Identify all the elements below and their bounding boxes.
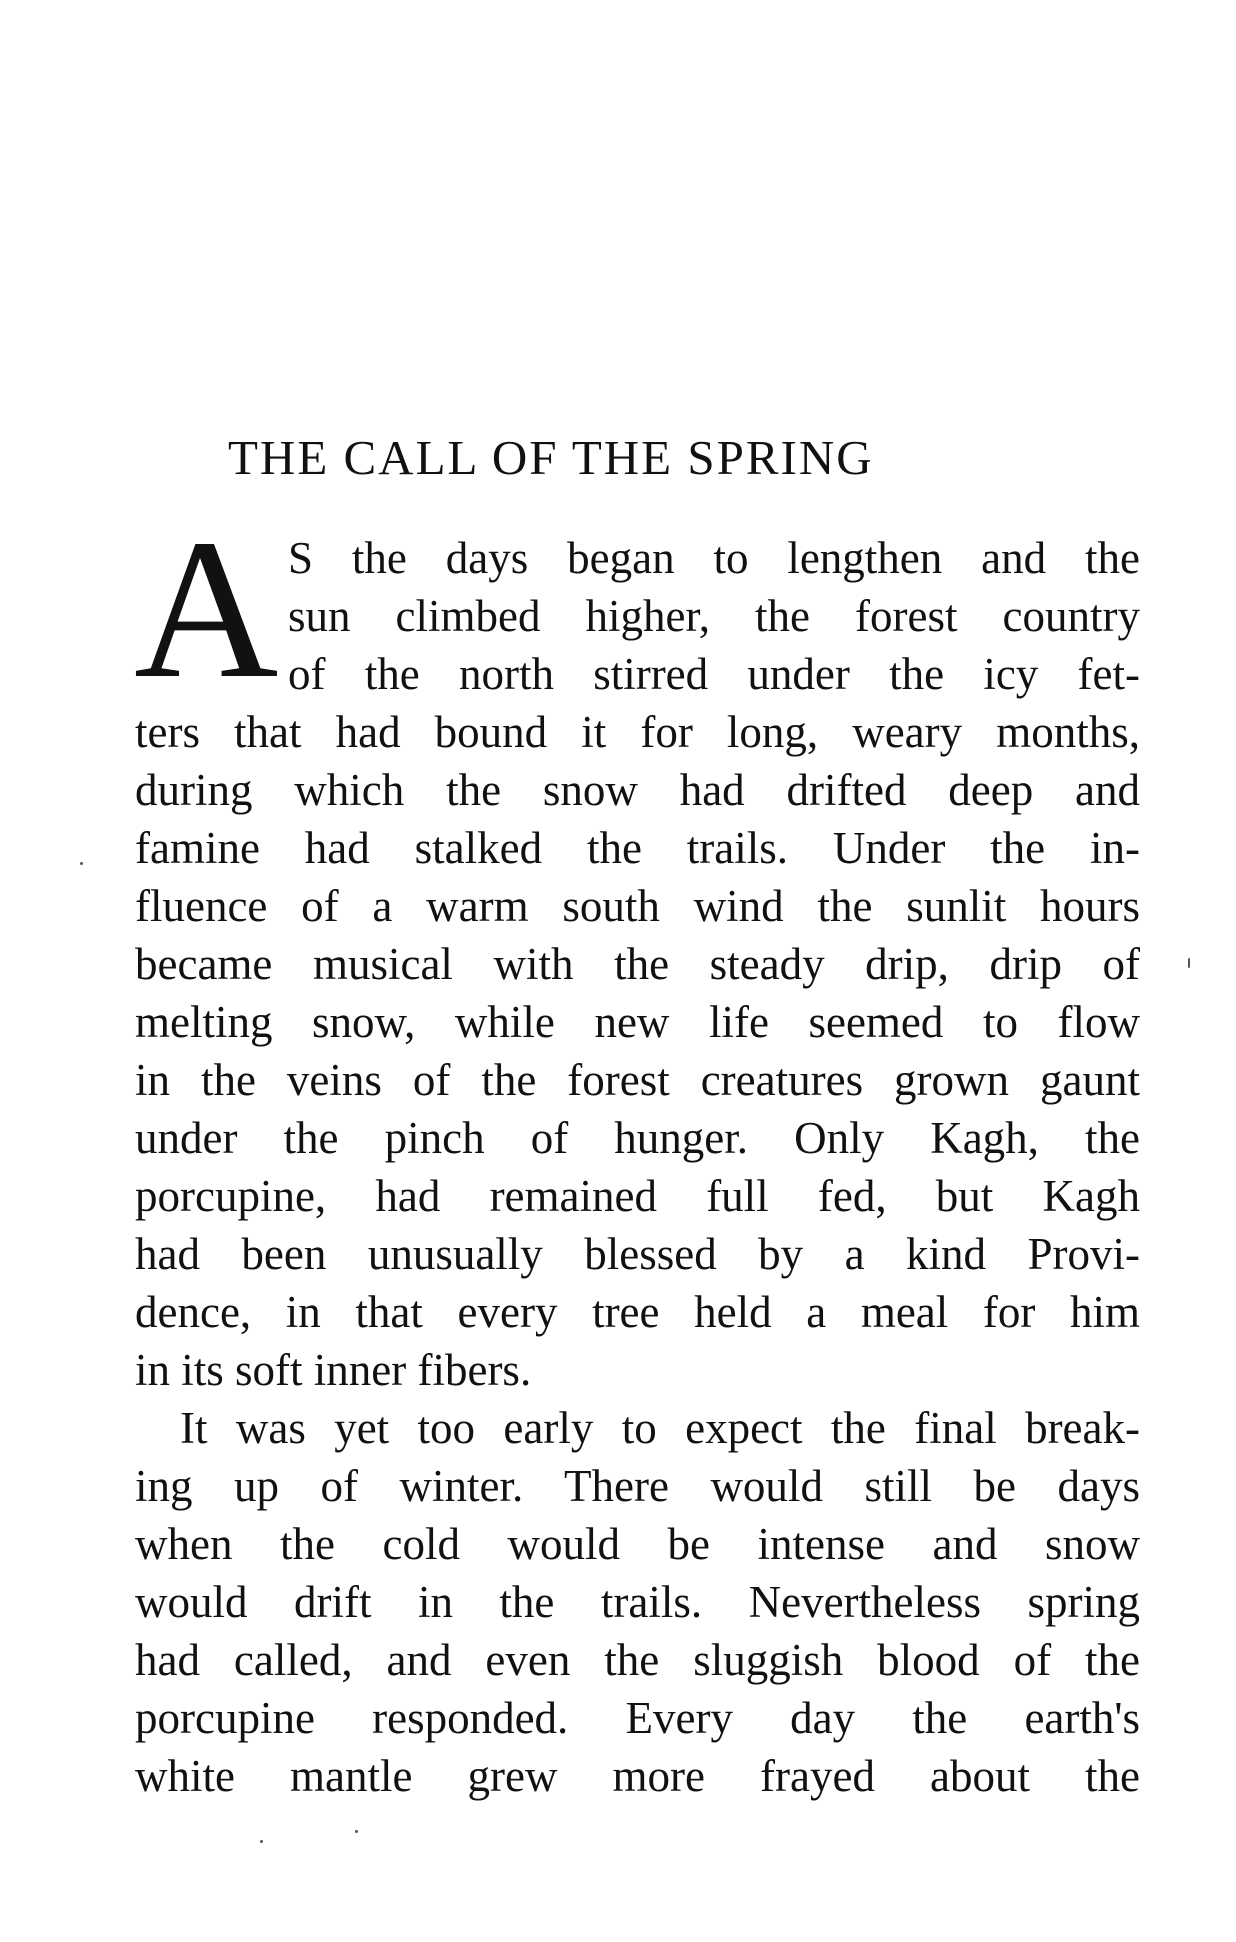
paragraph-1-line: S the days began to lengthen and the [288, 533, 1140, 583]
scan-speck [1188, 958, 1190, 968]
paragraph-2-line: porcupine responded. Every day the earth's [135, 1693, 1140, 1743]
paragraph-1-line: melting snow, while new life seemed to flow [135, 997, 1140, 1047]
paragraph-1-line: famine had stalked the trails. Under the in- [135, 823, 1140, 873]
scan-speck [260, 1840, 263, 1843]
paragraph-1-line: sun climbed higher, the forest country [288, 591, 1140, 641]
drop-cap-letter: A [134, 499, 279, 720]
scan-speck [355, 1830, 358, 1833]
paragraph-1-line: during which the snow had drifted deep and [135, 765, 1140, 815]
paragraph-2-line: It was yet too early to expect the final break- [180, 1403, 1140, 1453]
paragraph-1-line: of the north stirred under the icy fet- [288, 649, 1140, 699]
paragraph-1-line: became musical with the steady drip, drip of [135, 939, 1140, 989]
paragraph-2-line: when the cold would be intense and snow [135, 1519, 1140, 1569]
paragraph-1-line: porcupine, had remained full fed, but Kagh [135, 1171, 1140, 1221]
paragraph-1-line: had been unusually blessed by a kind Provi- [135, 1229, 1140, 1279]
chapter-title: THE CALL OF THE SPRING [228, 430, 874, 485]
paragraph-1-line: ters that had bound it for long, weary months, [135, 707, 1140, 757]
paragraph-1-line: in its soft inner fibers. [135, 1345, 532, 1395]
paragraph-1-line: in the veins of the forest creatures grown gaunt [135, 1055, 1140, 1105]
paragraph-2-line: ing up of winter. There would still be days [135, 1461, 1140, 1511]
paragraph-2-line: white mantle grew more frayed about the [135, 1751, 1140, 1801]
paragraph-2-line: had called, and even the sluggish blood of the [135, 1635, 1140, 1685]
scan-speck [80, 862, 83, 865]
paragraph-1-line: dence, in that every tree held a meal for him [135, 1287, 1140, 1337]
paragraph-1-line: fluence of a warm south wind the sunlit hours [135, 881, 1140, 931]
paragraph-2-line: would drift in the trails. Nevertheless spring [135, 1577, 1140, 1627]
paragraph-1-line: under the pinch of hunger. Only Kagh, the [135, 1113, 1140, 1163]
